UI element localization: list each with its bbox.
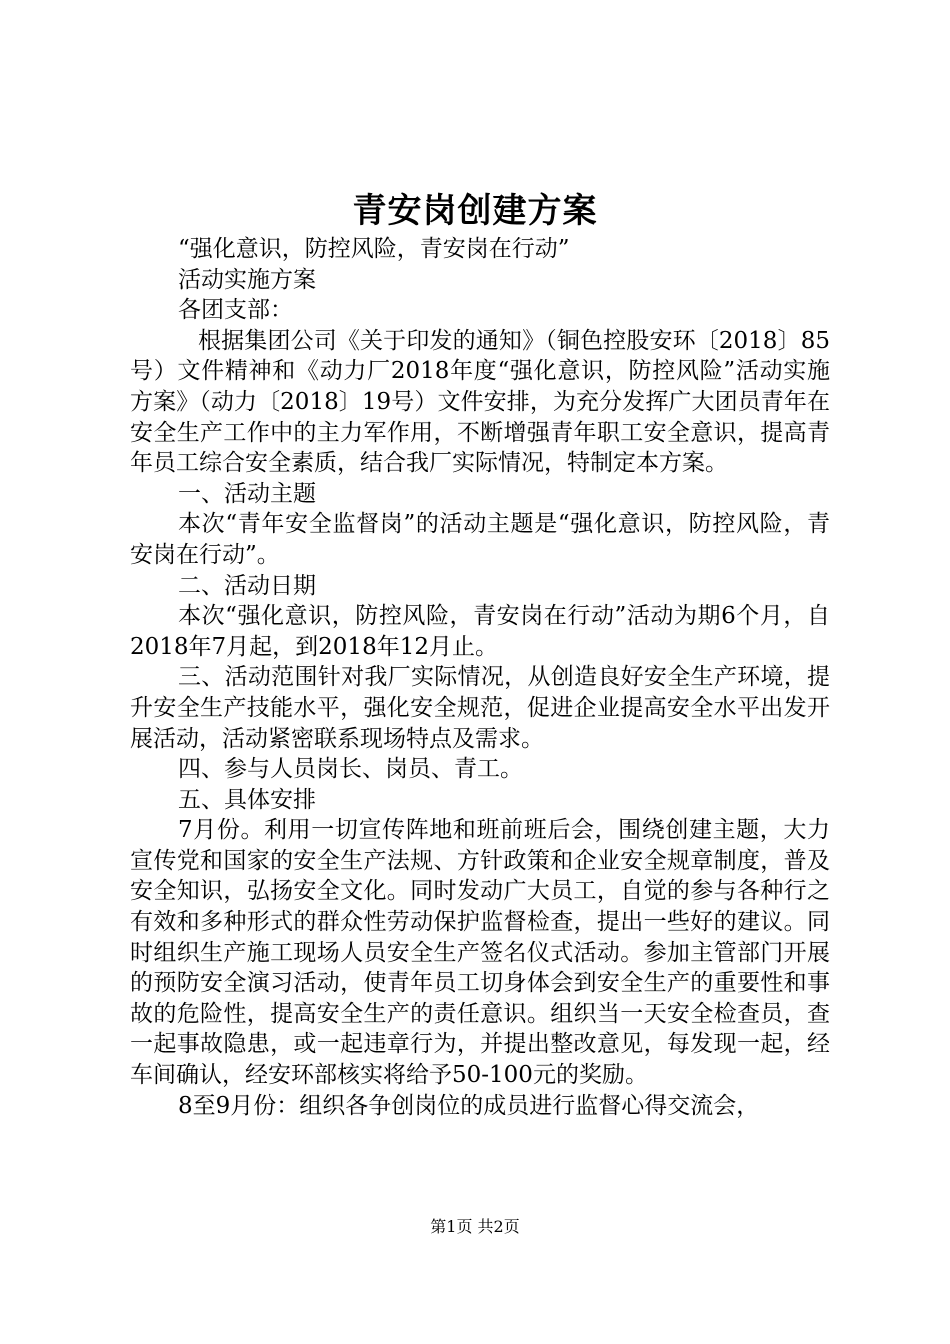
paragraph-july: 7月份。利用一切宣传阵地和班前班后会，围绕创建主题，大力宣传党和国家的安全生产法规、方针政策和企业安全规章制度，普及安全知识，弘扬安全文化。同时发动广大员工，自觉的参与各种行之有效和多种形式的群众性劳动保护监督检查，提出一些好的建议。同时组织生产施工现场人员安全生产签名仪式活动。参加主管部门开展的预防安全演习活动，使青年员工切身体会到安全生产的重要性和事故的危险性，提高安全生产的责任意识。组织当一天安全检查员，查一起事故隐患，或一起违章行为，并提出整改意见，每发现一起，经车间确认，经安环部核实将给予50-100元的奖励。	[130, 817, 830, 1089]
paragraph-theme: 本次“青年安全监督岗”的活动主题是“强化意识，防控风险，青安岗在行动”。	[130, 511, 830, 568]
paragraph-scope: 三、活动范围针对我厂实际情况，从创造良好安全生产环境，提升安全生产技能水平，强化安全规范，促进企业提高安全水平出发开展活动，活动紧密联系现场特点及需求。	[130, 664, 830, 752]
heading-date: 二、活动日期	[178, 572, 316, 599]
heading-arrangements: 五、具体安排	[178, 786, 316, 813]
paragraph-subtitle: 活动实施方案	[178, 266, 316, 293]
page-footer: 第1页 共2页	[430, 1217, 520, 1236]
paragraph-aug-sep: 8至9月份：组织各争创岗位的成员进行监督心得交流会，	[178, 1092, 760, 1119]
heading-theme: 一、活动主题	[178, 480, 316, 507]
paragraph-slogan: “强化意识，防控风险，青安岗在行动”	[178, 236, 570, 262]
paragraph-date: 本次“强化意识，防控风险，青安岗在行动”活动为期6个月，自2018年7月起，到2018年12月止。	[130, 603, 830, 660]
document-title: 青安岗创建方案	[352, 191, 598, 231]
paragraph-intro: 根据集团公司《关于印发的通知》（铜色控股安环〔2018〕85号）文件精神和《动力厂2018年度“强化意识，防控风险”活动实施方案》（动力〔2018〕19号）文件安排，为充分发挥广大团员青年在安全生产工作中的主力军作用，不断增强青年职工安全意识，提高青年员工综合安全素质，结合我厂实际情况，特制定本方案。	[130, 327, 830, 477]
document-body	[130, 234, 830, 1121]
paragraph-participants: 四、参与人员岗长、岗员、青工。	[178, 756, 523, 783]
paragraph-salutation: 各团支部：	[178, 297, 293, 324]
